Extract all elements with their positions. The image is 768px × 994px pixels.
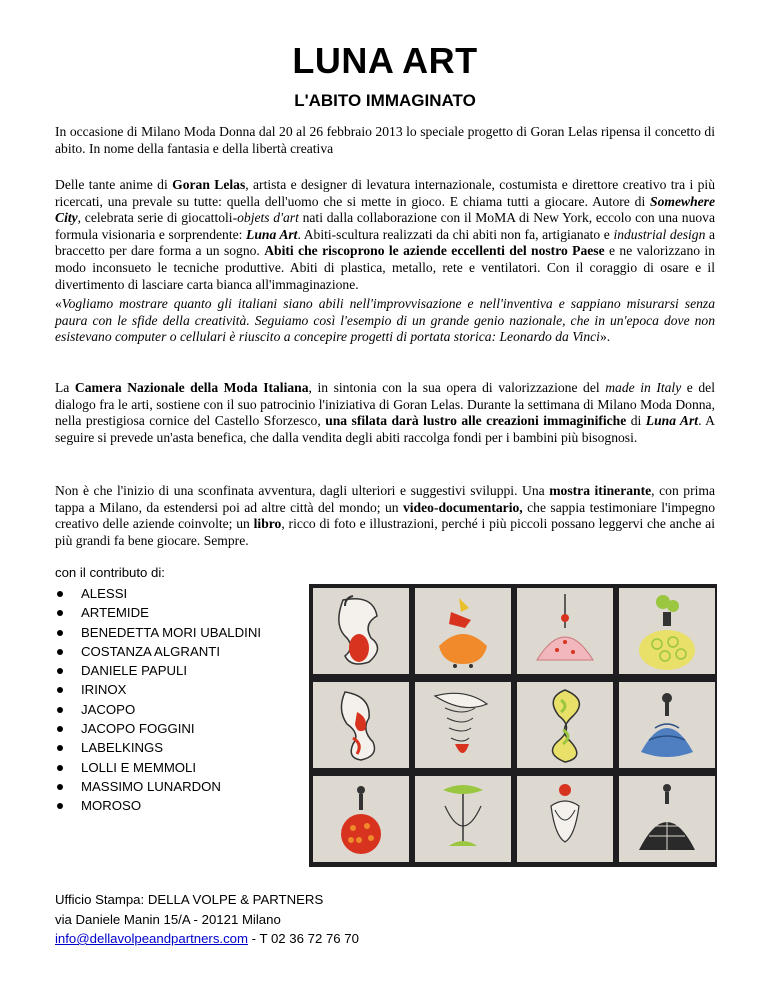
- goran-lelas-paragraph: [55, 177, 715, 293]
- illustration-panel: [415, 776, 511, 862]
- quote-close: ».: [599, 329, 611, 345]
- text-run: , in sintonia con la sua opera di valorizzazione del: [308, 380, 606, 395]
- future-paragraph: [55, 483, 715, 549]
- quote-text: Vogliamo mostrare quanto gli italiani siano abili nell'improvvisazione e nell'inventiva e sappiano misurarsi senza paura con le sfide della creatività. Seguiamo così l'esempio di un grande genio nazionale, che in un'epoca dove non esistevano computer o cellulari è riuscito a concepire progetti di portata storica: Leonardo da Vinci: [55, 296, 715, 345]
- list-item: IRINOX: [55, 680, 261, 699]
- list-item: DANIELE PAPULI: [55, 661, 261, 680]
- text-run: . A seguire si prevede un'asta benefica, che dalla vendita degli abiti raccolga fondi per i bambini più bisognosi.: [55, 413, 715, 445]
- list-item: MASSIMO LUNARDON: [55, 777, 261, 796]
- contributors-list: [55, 584, 261, 816]
- press-office-footer: [55, 890, 359, 949]
- intro-text: In occasione di Milano Moda Donna dal 20 al 26 febbraio 2013 lo speciale progetto di Goran Lelas ripensa il concetto di abito. In nome della fantasia e della libertà creativa: [55, 124, 715, 156]
- illustration-panel: [619, 588, 715, 674]
- text-run: di: [626, 413, 646, 429]
- bold-run: Abiti che riscoprono le aziende eccellenti del nostro Paese: [264, 243, 605, 259]
- list-item: LOLLI E MEMMOLI: [55, 758, 261, 777]
- list-item: MOROSO: [55, 796, 261, 815]
- fashion-illustrations-image: [309, 584, 717, 867]
- page-subtitle: L'ABITO IMMAGINATO: [294, 91, 476, 110]
- italic-run: objets d'art: [237, 210, 299, 226]
- illustration-panel: [619, 682, 715, 768]
- italic-run: made in Italy: [605, 380, 682, 395]
- text-run: , celebrata serie di giocattoli-: [77, 210, 238, 226]
- email-link[interactable]: info@dellavolpeandpartners.com: [55, 931, 248, 946]
- list-item: ARTEMIDE: [55, 603, 261, 622]
- bold-run: una sfilata darà lustro alle creazioni immaginifiche: [325, 413, 627, 429]
- illustration-panel: [313, 588, 409, 674]
- phone-text: - T 02 36 72 76 70: [248, 931, 359, 946]
- page-title: LUNA ART: [292, 40, 478, 81]
- text-run: Delle tante anime di: [55, 177, 173, 192]
- text-run: nati dalla collaborazione con il MoMA di New York, eccolo con una nuova formula visionaria e sorprendente:: [55, 210, 715, 242]
- list-item: ALESSI: [55, 584, 261, 603]
- text-run: Non è che l'inizio di una sconfinata avventura, dagli ulteriori e suggestivi sviluppi. Una: [55, 483, 550, 498]
- bold-italic-run: Luna Art: [246, 226, 298, 242]
- illustration-panel: [517, 682, 613, 768]
- bold-run: Goran Lelas: [172, 177, 246, 192]
- text-run: La: [55, 380, 75, 395]
- list-item: LABELKINGS: [55, 738, 261, 757]
- bold-italic-run: Somewhere City: [55, 193, 715, 226]
- text-run: e ne valorizzano in modo inconsueto le tecniche produttive. Abiti di plastica, metallo, rete e ventilatori. Con il coraggio di osare e il divertimento di lasciare carta bianca all'immaginazione.: [55, 243, 716, 292]
- text-run: . Abiti-scultura realizzati da chi abiti non fa, artigianato e: [297, 226, 614, 242]
- text-run: , con prima tappa a Milano, da estendersi poi ad altre città del mondo; un: [55, 483, 716, 515]
- text-run: che sappia testimoniare l'impegno creativo delle aziende coinvolte; un: [55, 499, 715, 532]
- illustration-panel: [517, 776, 613, 862]
- intro-paragraph: [55, 124, 715, 157]
- list-item: BENEDETTA MORI UBALDINI: [55, 623, 261, 642]
- illustration-panel: [415, 588, 511, 674]
- quote-paragraph: [55, 296, 715, 346]
- italic-run: industrial design: [613, 226, 706, 242]
- bold-italic-run: Luna Art: [645, 413, 699, 429]
- press-office-line: Ufficio Stampa: DELLA VOLPE & PARTNERS: [55, 892, 324, 907]
- text-run: , artista e designer di levatura internazionale, costumista e direttore creativo tra i più ricercati, una prevale su tutte: quella dell'uomo che si mette in gioco. E chiama tutti a giocare. Autore di: [55, 177, 715, 209]
- bold-run: Camera Nazionale della Moda Italiana: [74, 380, 309, 395]
- illustration-panel: [313, 682, 409, 768]
- list-item: COSTANZA ALGRANTI: [55, 642, 261, 661]
- bold-run: video-documentario,: [402, 499, 523, 515]
- illustration-panel: [415, 682, 511, 768]
- bold-run: libro: [253, 516, 282, 532]
- illustration-panel: [313, 776, 409, 862]
- text-run: e del dialogo fra le arti, sostiene con il suo patrocinio l'iniziativa di Goran Lelas. Durante la settimana di Milano Moda Donna, nella prestigiosa cornice del Castello Sforzesco,: [55, 380, 715, 429]
- text-run: , ricco di foto e illustrazioni, perché i più piccoli possano leggervi che anche ai più grandi fa bene giocare. Sempre.: [55, 516, 715, 548]
- text-run: a braccetto per dare forma a un sogno.: [55, 226, 716, 259]
- list-item: JACOPO: [55, 700, 261, 719]
- contact-line: [55, 929, 359, 949]
- illustration-panel: [619, 776, 715, 862]
- bold-run: mostra itinerante: [549, 483, 652, 498]
- address-line: via Daniele Manin 15/A - 20121 Milano: [55, 911, 281, 927]
- illustration-panel: [517, 588, 613, 674]
- quote-open: «: [55, 296, 62, 311]
- camera-moda-paragraph: [55, 380, 715, 446]
- list-item: JACOPO FOGGINI: [55, 719, 261, 738]
- contributors-label: con il contributo di:: [55, 565, 165, 580]
